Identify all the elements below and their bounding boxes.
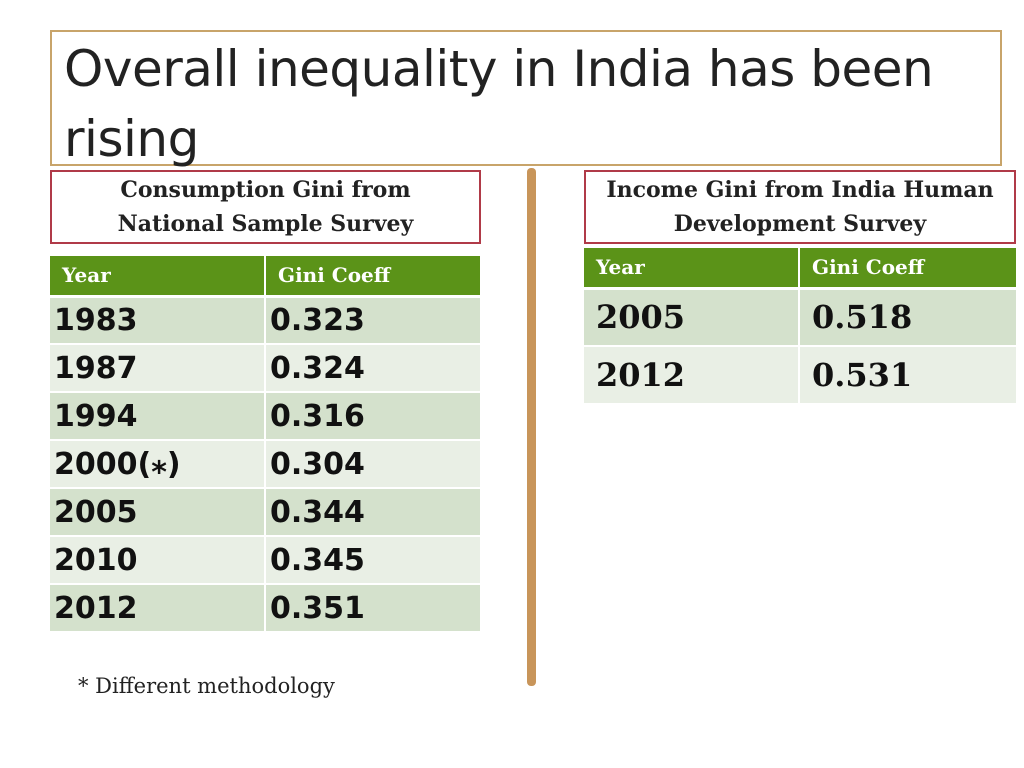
- table-row: [50, 584, 480, 632]
- table-row: [50, 488, 480, 536]
- consumption-gini-table: [50, 256, 480, 633]
- income-gini-table: [584, 248, 1016, 405]
- table-row: [50, 344, 480, 392]
- vertical-divider: [527, 168, 536, 686]
- footnote: * Different methodology: [78, 674, 335, 698]
- year-cell: 2012: [50, 584, 265, 632]
- consumption-gini-caption: [50, 170, 481, 244]
- year-cell: 1987: [50, 344, 265, 392]
- year-cell: 2005: [584, 288, 799, 346]
- column-header-gini: Gini Coeff: [799, 248, 1016, 288]
- gini-cell: 0.323: [265, 296, 480, 344]
- gini-cell: 0.304: [265, 440, 480, 488]
- table-row: [584, 288, 1016, 346]
- gini-cell: 0.316: [265, 392, 480, 440]
- gini-cell: 0.531: [799, 346, 1016, 404]
- caption-line-2: National Sample Survey: [117, 211, 414, 237]
- gini-cell: 0.345: [265, 536, 480, 584]
- year-cell: 1994: [50, 392, 265, 440]
- table-header-row: [584, 248, 1016, 288]
- year-cell: 2012: [584, 346, 799, 404]
- table-row: [50, 536, 480, 584]
- gini-cell: 0.344: [265, 488, 480, 536]
- table-row: [584, 346, 1016, 404]
- year-cell: 2010: [50, 536, 265, 584]
- table-row: [50, 440, 480, 488]
- slide-title: Overall inequality in India has been rising: [64, 40, 934, 168]
- gini-cell: 0.351: [265, 584, 480, 632]
- column-header-gini: Gini Coeff: [265, 256, 480, 296]
- gini-cell: 0.324: [265, 344, 480, 392]
- column-header-year: Year: [50, 256, 265, 296]
- column-header-year: Year: [584, 248, 799, 288]
- year-cell: 1983: [50, 296, 265, 344]
- income-gini-caption: [584, 170, 1016, 244]
- table-row: [50, 392, 480, 440]
- year-cell: 2000(⁎): [50, 440, 265, 488]
- caption-line-1: Consumption Gini from: [120, 177, 411, 203]
- table-header-row: [50, 256, 480, 296]
- title-box: [50, 30, 1002, 166]
- table-row: [50, 296, 480, 344]
- caption-line-1: Income Gini from India Human: [606, 177, 994, 203]
- year-cell: 2005: [50, 488, 265, 536]
- caption-line-2: Development Survey: [673, 211, 927, 237]
- gini-cell: 0.518: [799, 288, 1016, 346]
